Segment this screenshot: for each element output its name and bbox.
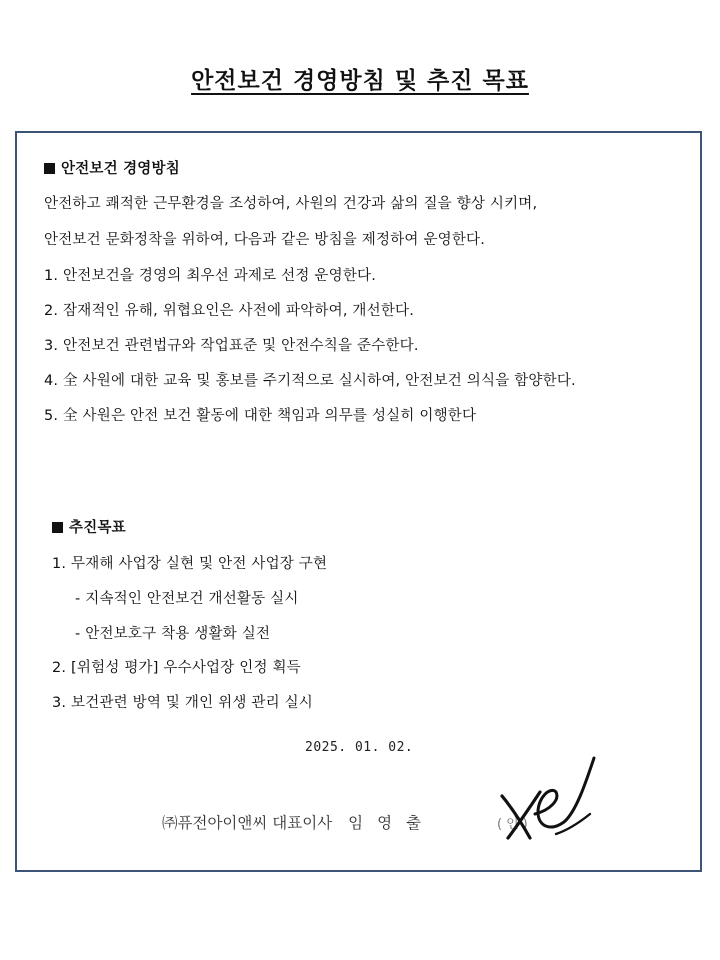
seal-label: (인) [497, 817, 532, 832]
bullet-square-icon [52, 522, 63, 533]
policy-item-3: 3. 안전보건 관련법규와 작업표준 및 안전수칙을 준수한다. [44, 338, 419, 354]
policy-item-5: 5. 全 사원은 안전 보건 활동에 대한 책임과 의무를 성실히 이행한다 [44, 408, 477, 424]
policy-item-1: 1. 안전보건을 경영의 최우선 과제로 선정 운영한다. [44, 268, 377, 284]
policy-intro-line-2: 안전보건 문화정착을 위하여, 다음과 같은 방침을 제정하여 운영한다. [44, 232, 486, 248]
handwritten-signature [490, 752, 600, 844]
goal-subitem-2: - 안전보호구 착용 생활화 실전 [75, 626, 271, 642]
company-and-title: ㈜퓨전아이앤씨 대표이사 [162, 814, 333, 832]
policy-item-4: 4. 全 사원에 대한 교육 및 홍보를 주기적으로 실시하여, 안전보건 의식을 함양한다. [44, 373, 576, 389]
goal-item-3: 3. 보건관련 방역 및 개인 위생 관리 실시 [52, 695, 314, 711]
signatory-line [162, 811, 435, 833]
goals-heading: 추진목표 [52, 516, 126, 537]
goal-item-1: 1. 무재해 사업장 실현 및 안전 사업장 구현 [52, 556, 328, 572]
policy-intro-line-1: 안전하고 쾌적한 근무환경을 조성하여, 사원의 건강과 삶의 질을 향상 시키며, [44, 196, 538, 212]
policy-item-2: 2. 잠재적인 유해, 위협요인은 사전에 파악하여, 개선한다. [44, 303, 415, 319]
representative-name: 임영출 [348, 814, 436, 832]
goal-item-2: 2. [위험성 평가] 우수사업장 인정 획득 [52, 660, 301, 676]
goal-subitem-1: - 지속적인 안전보건 개선활동 실시 [75, 591, 299, 607]
document-date: 2025. 01. 02. [305, 740, 414, 755]
document-title: 안전보건 경영방침 및 추진 목표 [191, 68, 529, 94]
policy-heading: 안전보건 경영방침 [44, 157, 180, 178]
bullet-square-icon [44, 163, 55, 174]
